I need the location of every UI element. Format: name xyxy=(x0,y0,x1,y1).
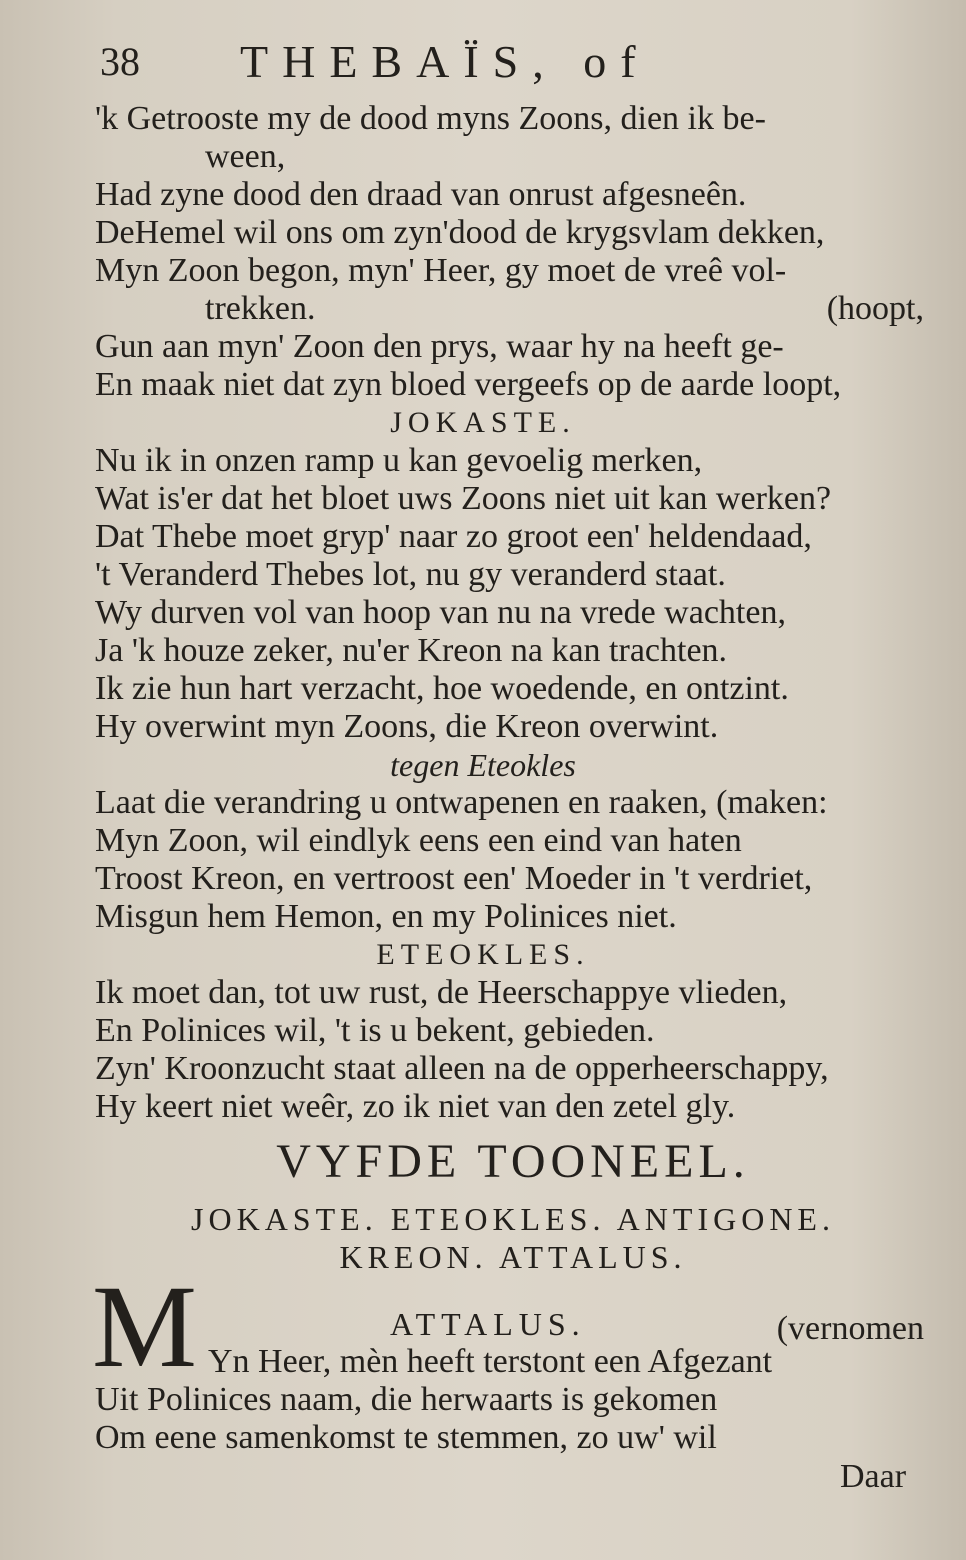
verse-line: Dat Thebe moet gryp' naar zo groot een' heldendaad, xyxy=(95,518,812,555)
verse-turnover: (vernomen xyxy=(776,1310,924,1347)
page-number: 38 xyxy=(100,39,140,84)
verse-line: Had zyne dood den draad van onrust afgesneên. xyxy=(95,176,747,213)
verse-line: DeHemel wil ons om zyn'dood de krygsvlam dekken, xyxy=(95,214,825,251)
speaker-heading: JOKASTE. xyxy=(390,406,576,439)
verse-line: 'k Getrooste my de dood myns Zoons, dien ik be- xyxy=(95,100,766,137)
verse-line: 't Veranderd Thebes lot, nu gy veranderd staat. xyxy=(95,556,726,593)
running-title: THEBAÏS, of xyxy=(240,36,650,87)
catchword: Daar xyxy=(840,1458,907,1495)
verse-line-continuation: ween, xyxy=(205,138,286,175)
verse-line: Myn Zoon, wil eindlyk eens een eind van haten xyxy=(95,822,742,859)
verse-line: Misgun hem Hemon, en my Polinices niet. xyxy=(95,898,677,935)
verse-line: Wy durven vol van hoop van nu na vrede wachten, xyxy=(95,594,786,631)
cast-list: KREON. ATTALUS. xyxy=(339,1239,687,1275)
stage-direction: tegen Eteokles xyxy=(390,747,576,783)
verse-line: Hy keert niet weêr, zo ik niet van den zetel gly. xyxy=(95,1088,736,1125)
verse-line: Ik moet dan, tot uw rust, de Heerschappye vlieden, xyxy=(95,974,788,1011)
verse-line: Myn Zoon begon, myn' Heer, gy moet de vreê vol- xyxy=(95,252,787,289)
speaker-heading: ATTALUS. xyxy=(390,1306,586,1342)
verse-line: Gun aan myn' Zoon den prys, waar hy na heeft ge- xyxy=(95,328,784,365)
verse-line-continuation: trekken. xyxy=(205,290,316,327)
verse-line: Ja 'k houze zeker, nu'er Kreon na kan trachten. xyxy=(95,632,728,669)
verse-line: Yn Heer, mèn heeft terstont een Afgezant xyxy=(208,1343,773,1380)
verse-line: Ik zie hun hart verzacht, hoe woedende, en ontzint. xyxy=(95,670,789,707)
verse-line: Wat is'er dat het bloet uws Zoons niet uit kan werken? xyxy=(95,480,832,517)
verse-line: Zyn' Kroonzucht staat alleen na de opperheerschappy, xyxy=(95,1050,829,1087)
scene-title: VYFDE TOONEEL. xyxy=(276,1135,750,1188)
cast-list: JOKASTE. ETEOKLES. ANTIGONE. xyxy=(191,1201,835,1237)
verse-line: Om eene samenkomst te stemmen, zo uw' wil xyxy=(95,1419,717,1456)
drop-cap: M xyxy=(92,1261,197,1392)
verse-line: En Polinices wil, 't is u bekent, gebieden. xyxy=(95,1012,655,1049)
running-head xyxy=(100,32,800,92)
verse-turnover: (hoopt, xyxy=(826,290,924,327)
verse-line: Nu ik in onzen ramp u kan gevoelig merken, xyxy=(95,442,703,479)
verse-line: Troost Kreon, en vertroost een' Moeder in 't verdriet, xyxy=(95,860,813,897)
verse-line: En maak niet dat zyn bloed vergeefs op de aarde loopt, xyxy=(95,366,842,403)
verse-line: Uit Polinices naam, die herwaarts is gekomen xyxy=(95,1381,718,1418)
verse-line: Hy overwint myn Zoons, die Kreon overwint. xyxy=(95,708,719,745)
speaker-heading: ETEOKLES. xyxy=(376,938,590,971)
verse-line: Laat die verandring u ontwapenen en raaken, (maken: xyxy=(95,784,828,821)
